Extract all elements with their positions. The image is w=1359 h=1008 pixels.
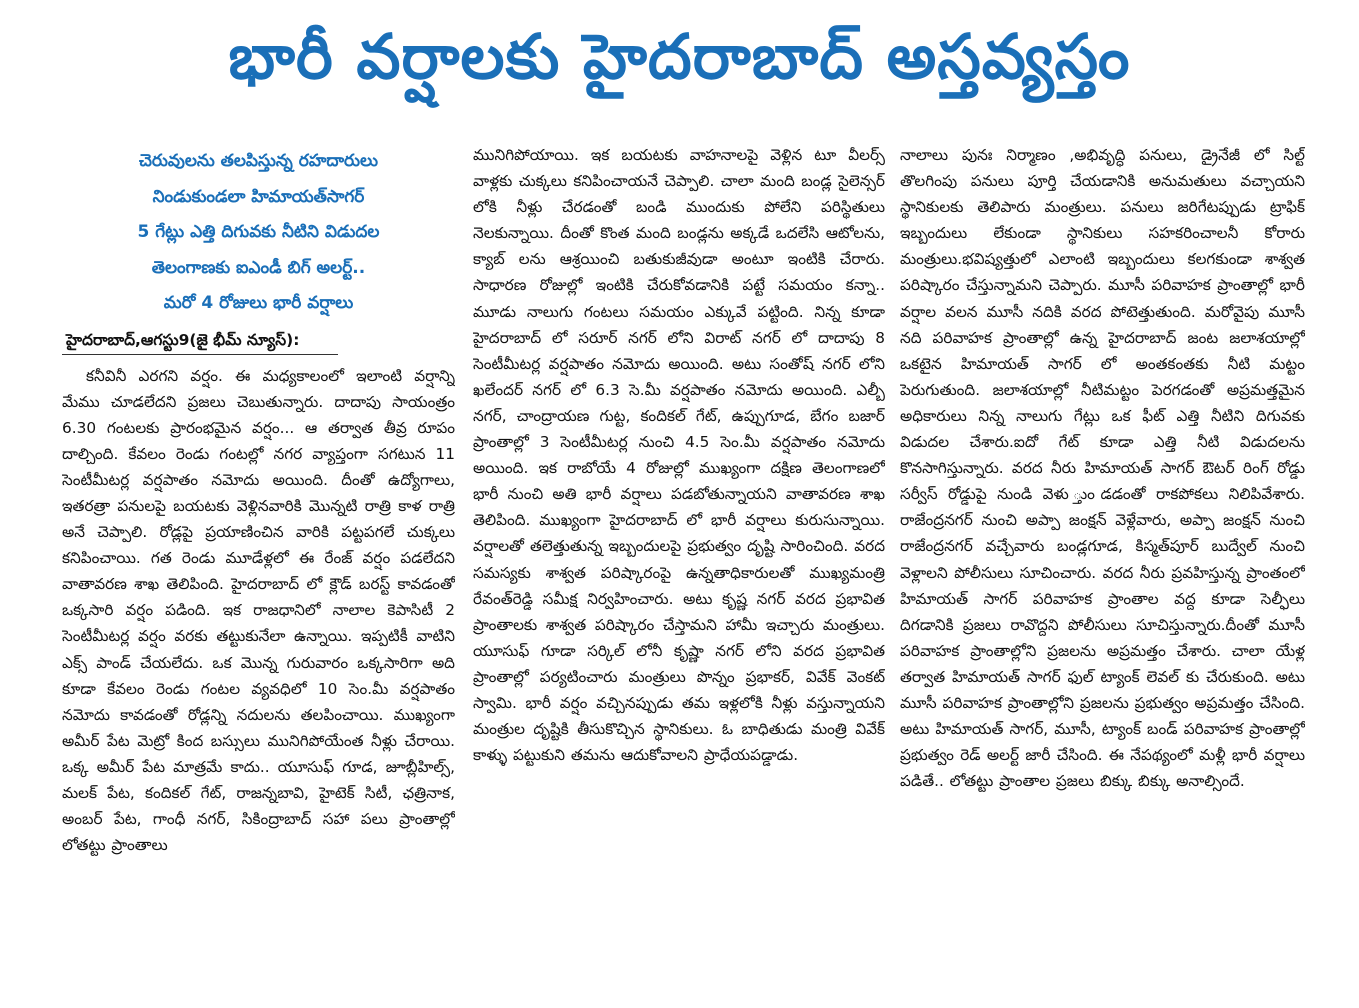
subheadline-4: తెలంగాణకు ఐఎండీ బిగ్ అలర్ట్.. [151,257,366,278]
article-body-column-1: కనీవినీ ఎరగని వర్షం. ఈ మధ్యకాలంలో ఇలాంటి వర్షాన్ని మేము చూడలేదని ప్రజలు చెబుతున్నారు. దాదాపు సాయంత్రం 6.30 గంటలకు ప్రారంభమైన వర్షం... ఆ తర్వాత తీవ్ర రూపం దాల్చింది. కేవలం రెండు గంటల్లో నగర వ్యాప్తంగా సగటున 11 సెంటీమీటర్ల వర్షపాతం నమోదు అయింది. దీంతో ఉద్యోగాలు, ఇతరత్రా పనులపై బయటకు వెళ్లినవారికి మొన్నటి రాత్రి కాళ రాత్రి అనే చెప్పాలి. రోడ్లపై ప్రయాణించిన వారికి పట్టపగలే చుక్కలు కనిపించాయి. గత రెండు మూడేళ్లలో ఈ రేంజ్ వర్షం పడలేదని వాతావరణ శాఖ తెలిపింది. హైదరాబాద్ లో క్లౌడ్ బరస్ట్ కావడంతో ఒక్కసారి వర్షం పడింది. ఇక రాజధానిలో నాలాల కెపాసిటీ 2 సెంటీమీటర్ల వర్షం వరకు తట్టుకునేలా ఉన్నాయి. ఇప్పటికీ వాటిని ఎక్స్ పాండ్ చేయలేదు. ఒక మొన్న గురువారం ఒక్కసారిగా అది కూడా కేవలం రెండు గంటల వ్యవధిలో 10 సెం.మీ వర్షపాతం నమోదు కావడంతో రోడ్లన్ని నదులను తలపించాయి. ముఖ్యంగా అమీర్ పేట మెట్రో కింద బస్సులు మునిగిపోయేంత నీళ్లు చేరాయి. ఒక్క అమీర్ పేట మాత్రమే కాదు.. యూసుఫ్ గూడ, జూబ్లీహిల్స్, మలక్ పేట, కందికల్ గేట్, రాజన్నబావి, హైటెక్ సిటీ, ఛత్రినాక, అంబర్ పేట, గాంధీ నగర్, సికింద్రాబాద్ సహా పలు ప్రాంతాల్లో లోతట్టు ప్రాంతాలు [62,366,455,855]
article-column-3 [900,142,1305,992]
headline: భారీ వర్షాలకు హైదరాబాద్ అస్తవ్యస్తం [228,20,1131,93]
article-column-1 [62,142,455,992]
subheadline-1: చెరువులను తలపిస్తున్న రహదారులు [139,151,378,171]
dateline: హైదరాబాద్,ఆగస్టు9(జై భీమ్ న్యూస్): [62,326,338,355]
article-column-2 [473,142,885,992]
article-body-column-2: మునిగిపోయాయి. ఇక బయటకు వాహనాలపై వెళ్లిన టూ వీలర్స్ వాళ్లకు చుక్కలు కనిపించాయనే చెప్పాలి. చాలా మంది బండ్ల సైలెన్సర్ లోకి నీళ్లు చేరడంతో బండి ముందుకు పోలేని పరిస్థితులు నెలకున్నాయి. దీంతో కొంత మంది బండ్లను అక్కడే ఒదలేసి ఆటోలను, క్యాబ్ లను ఆశ్రయించి బతుకుజీవుడా అంటూ ఇంటికి చేరారు. సాధారణ రోజుల్లో ఇంటికి చేరుకోవడానికి పట్టే సమయం కన్నా.. మూడు నాలుగు గంటలు సమయం ఎక్కువే పట్టింది. నిన్న కూడా హైదరాబాద్ లో సరూర్ నగర్ లోని విరాట్ నగర్ లో దాదాపు 8 సెంటీమీటర్ల వర్షపాతం నమోదు అయింది. అటు సంతోష్ నగర్ లోని ఖలేందర్ నగర్ లో 6.3 సె.మీ వర్షపాతం నమోదు అయింది. ఎల్బీ నగర్, చాంద్రాయణ గుట్ట, కందికల్ గేట్, ఉప్పుగూడ, బేగం బజార్ ప్రాంతాల్లో 3 సెంటీమీటర్ల నుంచి 4.5 సెం.మీ వర్షపాతం నమోదు అయింది. ఇక రాబోయే 4 రోజుల్లో ముఖ్యంగా దక్షిణ తెలంగాణలో భారీ నుంచి అతి భారీ వర్షాలు పడబోతున్నాయని వాతావరణ శాఖ తెలిపింది. ముఖ్యంగా హైదరాబాద్ లో భారీ వర్షాలు కురుసున్నాయి. వర్షాలతో తలెత్తుతున్న ఇబ్బందులపై ప్రభుత్వం దృష్టి సారించింది. వరద సమస్యకు శాశ్వత పరిష్కారంపై ఉన్నతాధికారులతో ముఖ్యమంత్రి రేవంత్‌రెడ్డి సమీక్ష నిర్వహించారు. అటు కృష్ణ నగర్ వరద ప్రభావిత ప్రాంతాలకు శాశ్వత పరిష్కారం చేస్తామని హామీ ఇచ్చారు మంత్రులు. యూసుఫ్ గూడా సర్కిల్ లోనీ కృష్ణా నగర్ లోని వరద ప్రభావిత ప్రాంతాల్లో పర్యటించారు మంత్రులు పొన్నం ప్రభాకర్, వివేక్ వెంకట్ స్వామి. భారీ వర్షం వచ్చినప్పుడు తమ ఇళ్లలోకి నీళ్లు వస్తున్నాయని మంత్రుల దృష్టికి తీసుకొచ్చిన స్థానికులు. ఓ బాధితుడు మంత్రి వివేక్ కాళ్ళు పట్టుకుని తమను ఆదుకోవాలని ప్రాధేయపడ్డాడు. [473,146,885,765]
subheadline-5: మరో 4 రోజులు భారీ వర్షాలు [163,293,354,313]
article-body-column-3: నాలాలు పునః నిర్మాణం ,అభివృద్ధి పనులు, డ్రైనేజీ లో సిల్ట్ తొలగింపు పనులు పూర్తి చేయడానికి అనుమతులు వచ్చాయని స్థానికులకు తెలిపారు మంత్రులు. పనులు జరిగేటప్పుడు ట్రాఫిక్ ఇబ్బందులు లేకుండా స్థానికులు సహకరించాలనీ కోరారు మంత్రులు.భవిష్యత్తులో ఎలాంటి ఇబ్బందులు కలగకుండా శాశ్వత పరిష్కారం చేస్తున్నామని చెప్పారు. మూసీ పరివాహక ప్రాంతాల్లో భారీ వర్షాల వలన మూసీ నదికి వరద పోటెత్తుతుంది. మరోవైపు మూసీ నది పరివాహక ప్రాంతాల్లో ఉన్న హైదరాబాద్ జంట జలాశయాల్లో ఒకటైన హిమాయత్ సాగర్ లో అంతకంతకు నీటి మట్టం పెరుగుతుంది. జలాశయాల్లో నీటిమట్టం పెరగడంతో అప్రమత్తమైన అధికారులు నిన్న నాలుగు గేట్లు ఒక ఫీట్ ఎత్తి నీటిని దిగువకు విడుదల చేశారు.ఐదో గేట్ కూడా ఎత్తి నీటి విడుదలను కొనసాగిస్తున్నారు. వరద నీరు హిమాయత్ సాగర్ ఔటర్ రింగ్ రోడ్డు సర్వీస్ రోడ్డుపై నుండి వెళు ్తుండడంతో రాకపోకలు నిలిపివేశారు. రాజేంద్రనగర్ నుంచి అప్పా జంక్షన్ వెళ్లేవారు, అప్పా జంక్షన్ నుంచి రాజేంద్రనగర్ వచ్చేవారు బండ్లగూడ, కిస్మత్‌పూర్ బుద్వేల్ నుంచి వెళ్లాలని పోలీసులు సూచించారు. వరద నీరు ప్రవహిస్తున్న ప్రాంతంలో హిమాయత్ సాగర్ పరివాహక ప్రాంతాల వద్ద కూడా సెల్ఫీలు దిగడానికి ప్రజలు రావొద్దని పోలీసులు సూచిస్తున్నారు.దీంతో మూసీ పరివాహక ప్రాంతాల్లోని ప్రజలను అప్రమత్తం చేశారు. చాలా యేళ్ల తర్వాత హిమాయత్ సాగర్ ఫుల్ ట్యాంక్ లెవల్ కు చేరుకుంది. అటు మూసీ పరివాహక ప్రాంతాల్లోని ప్రజలను ప్రభుత్వం అప్రమత్తం చేసింది. అటు హిమాయత్ సాగర్, మూసీ, ట్యాంక్ బండ్ పరివాహక ప్రాంతాల్లో ప్రభుత్వం రెడ్ అలర్ట్ జారీ చేసింది. ఈ నేపథ్యంలో మళ్లీ భారీ వర్షాలు పడితే.. లోతట్టు ప్రాంతాల ప్రజలు బిక్కు బిక్కు అనాల్సిందే. [900,146,1305,791]
subheadline-block [62,144,455,322]
subheadline-3: 5 గేట్లు ఎత్తి దిగువకు నీటిని విడుదల [137,222,380,242]
subheadline-2: నిండుకుండలా హిమాయత్‌సాగర్ [152,186,365,207]
